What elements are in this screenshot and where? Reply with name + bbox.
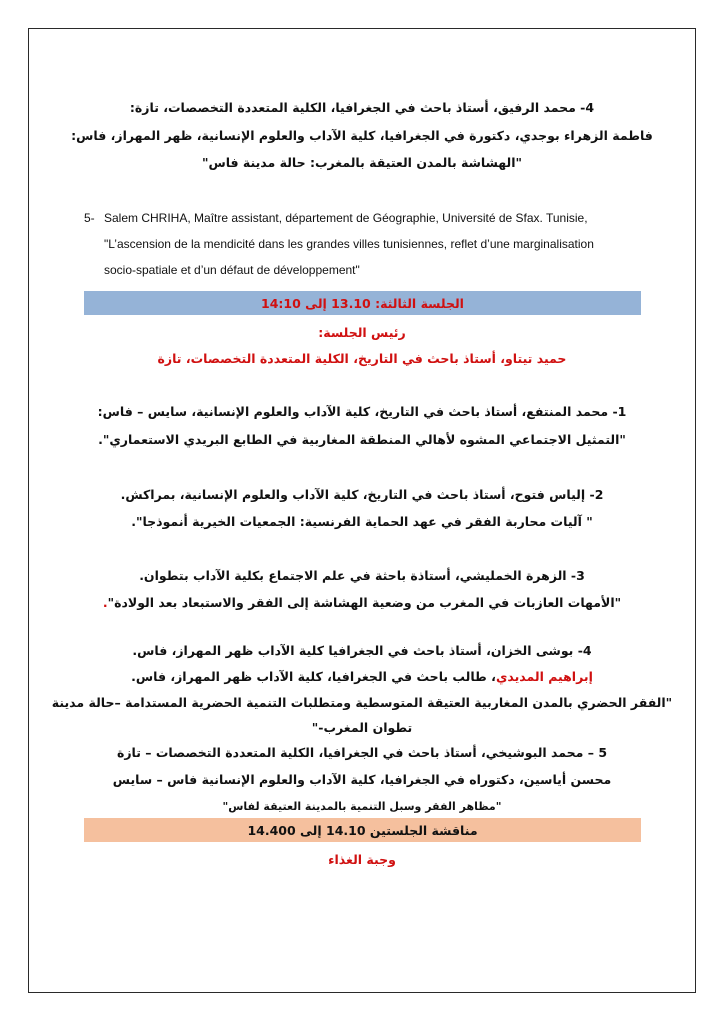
- item-5-title-line1: "L’ascension de la mendicité dans les grandes villes tunisiennes, reflet d’une marginalisation: [104, 237, 594, 251]
- item-4-authors: 4- محمد الرفيق، أستاذ باحث في الجغرافيا، الكلية المتعددة التخصصات، تازة:: [129, 100, 595, 115]
- s3-item-1-authors: 1- محمد المنتفع، أستاذ باحث في التاريخ، كلية الآداب والعلوم الإنسانية، سايس – فاس:: [97, 404, 627, 419]
- item-4-title: "الهشاشة بالمدن العتيقة بالمغرب: حالة مدينة فاس": [201, 155, 523, 170]
- s3-item-4-authors: 4- بوشى الخزان، أستاذ باحث في الجغرافيا كلية الآداب ظهر المهراز، فاس.: [132, 643, 592, 658]
- s3-item-4-title: "الفقر الحضري بالمدن المغاربية العتيقة المتوسطية ومتطلبات التنمية الحضرية المستدامة –حالة مدينة: [51, 695, 673, 710]
- lunch-label: وجبة الغذاء: [328, 852, 396, 867]
- s3-item-4-coauthor: [0, 668, 724, 686]
- s3-item-2-title: " آليات محاربة الفقر في عهد الحماية الفرنسية: الجمعيات الخيرية أنموذجا".: [131, 514, 593, 529]
- s3-item-4-coauthor-name: إبراهيم المديدي: [495, 669, 593, 684]
- s3-item-4-coauthor-affiliation: ، طالب باحث في الجغرافيا، كلية الآداب ظهر المهراز، فاس.: [131, 669, 496, 684]
- program-page: [28, 28, 696, 993]
- session-3-header: الجلسة الثالثة: 13.10 إلى 14:10: [84, 291, 641, 315]
- item-5-number: 5-: [84, 211, 95, 225]
- s3-item-1-title: "التمثيل الاجتماعي المشوه لأهالي المنطقة المغاربية في الطابع البريدي الاستعماري".: [98, 432, 626, 447]
- session-chair-name: حميد تيتاو، أستاذ باحث في التاريخ، الكلية المتعددة التخصصات، تازة: [157, 351, 567, 366]
- s3-item-5-authors: 5 – محمد البوشيخي، أستاذ باحث في الجغرافيا، الكلية المتعددة التخصصات – تازة: [116, 745, 608, 760]
- discussion-band: مناقشة الجلستين 14.10 إلى 14.400: [84, 818, 641, 842]
- s3-item-5-coauthor: محسن أياسين، دكتوراه في الجغرافيا، كلية الآداب والعلوم الإنسانية فاس – سايس: [112, 772, 612, 787]
- item-5-author: Salem CHRIHA, Maître assistant, département de Géographie, Université de Sfax. Tunisie,: [104, 211, 588, 225]
- s3-item-3-title-wrap: [0, 594, 724, 612]
- s3-item-4-title-cont: تطوان المغرب-": [311, 720, 413, 735]
- s3-item-3-title: "الأمهات العازبات في المغرب من وضعية الهشاشة إلى الفقر والاستبعاد بعد الولادة": [107, 595, 622, 610]
- s3-item-5-title: "مظاهر الفقر وسبل التنمية بالمدينة العتيقة لفاس": [222, 800, 502, 813]
- s3-item-2-authors: 2- إلياس فتوح، أستاذ باحث في التاريخ، كلية الآداب والعلوم الإنسانية، بمراكش.: [120, 487, 604, 502]
- item-4-coauthor: فاطمة الزهراء بوجدي، دكتورة في الجغرافيا، كلية الآداب والعلوم الإنسانية، ظهر المهراز، فاس:: [71, 128, 653, 143]
- s3-item-3-title-period: .: [102, 595, 108, 610]
- s3-item-3-authors: 3- الزهرة الخمليشي، أستاذة باحثة في علم الاجتماع بكلية الآداب بتطوان.: [139, 568, 585, 583]
- session-chair-label: رئيس الجلسة:: [318, 325, 406, 340]
- item-5-title-line2: socio-spatiale et d’un défaut de développement": [104, 263, 360, 277]
